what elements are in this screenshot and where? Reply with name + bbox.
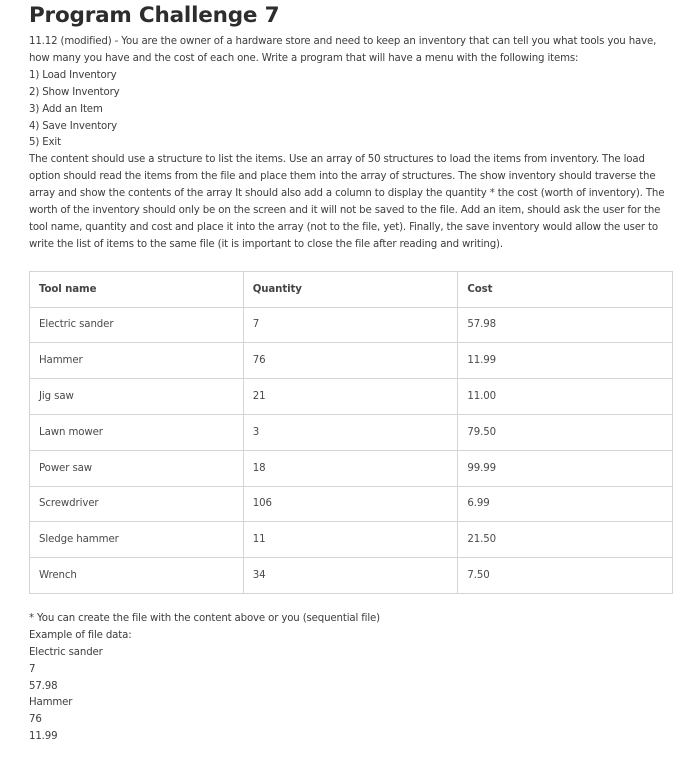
cell-quantity: 11 <box>243 522 458 558</box>
footer-example-line: 11.99 <box>29 731 58 743</box>
table-row <box>30 450 673 486</box>
cell-tool-name: Electric sander <box>30 307 244 343</box>
cell-tool-name: Lawn mower <box>30 414 244 450</box>
table-header-row <box>30 271 673 307</box>
description-paragraph: The content should use a structure to list the items. Use an array of 50 structures to load the items from inventory. The load option should read the items from the file and place them into the array of structures. The show inventory should traverse the array and show the contents of the array It should also add a column to display the quantity * the cost (worth of inventory). The worth of the inventory should only be on the screen and it will not be saved to the file. Add an item, should ask the user for the tool name, quantity and cost and place it into the array (not to the file, yet). Finally, the save inventory would allow the user to write the list of items to the same file (it is important to close the file after reading and writing). <box>29 154 665 250</box>
cell-quantity: 106 <box>243 486 458 522</box>
cell-tool-name: Jig saw <box>30 379 244 415</box>
cell-quantity: 76 <box>243 343 458 379</box>
menu-item: 5) Exit <box>29 137 61 149</box>
menu-item: 3) Add an Item <box>29 103 103 115</box>
header-quantity: Quantity <box>243 271 458 307</box>
cell-tool-name: Wrench <box>30 558 244 594</box>
cell-quantity: 7 <box>243 307 458 343</box>
table-row <box>30 558 673 594</box>
inventory-table <box>29 271 673 594</box>
footer-example-line: Electric sander <box>29 646 103 658</box>
cell-cost: 57.98 <box>458 307 673 343</box>
footer-example-line: 76 <box>29 714 42 726</box>
intro-paragraph: 11.12 (modified) - You are the owner of a hardware store and need to keep an inventory that can tell you what tools you have, how many you have and the cost of each one. Write a program that will have a menu with the following items: <box>29 36 657 64</box>
cell-cost: 7.50 <box>458 558 673 594</box>
footer-example-heading: Example of file data: <box>29 629 132 641</box>
table-row <box>30 414 673 450</box>
cell-cost: 99.99 <box>458 450 673 486</box>
table-row <box>30 486 673 522</box>
cell-tool-name: Hammer <box>30 343 244 379</box>
menu-item: 2) Show Inventory <box>29 86 120 98</box>
cell-cost: 21.50 <box>458 522 673 558</box>
cell-cost: 11.00 <box>458 379 673 415</box>
page-title: Program Challenge 7 <box>29 3 280 28</box>
table-row <box>30 379 673 415</box>
cell-tool-name: Screwdriver <box>30 486 244 522</box>
cell-cost: 11.99 <box>458 343 673 379</box>
cell-quantity: 18 <box>243 450 458 486</box>
table-row <box>30 522 673 558</box>
cell-tool-name: Power saw <box>30 450 244 486</box>
footer-example-line: 7 <box>29 663 36 675</box>
table-row <box>30 343 673 379</box>
cell-quantity: 34 <box>243 558 458 594</box>
footer-example-line: 57.98 <box>29 680 58 692</box>
cell-tool-name: Sledge hammer <box>30 522 244 558</box>
cell-quantity: 3 <box>243 414 458 450</box>
menu-list <box>29 68 671 153</box>
menu-item: 4) Save Inventory <box>29 120 118 132</box>
menu-item: 1) Load Inventory <box>29 69 117 81</box>
header-tool-name: Tool name <box>30 271 244 307</box>
footer-note: * You can create the file with the content above or you (sequential file) <box>29 612 380 624</box>
cell-quantity: 21 <box>243 379 458 415</box>
footer-example-line: Hammer <box>29 697 73 709</box>
header-cost: Cost <box>458 271 673 307</box>
cell-cost: 6.99 <box>458 486 673 522</box>
assignment-text <box>29 34 671 254</box>
table-row <box>30 307 673 343</box>
cell-cost: 79.50 <box>458 414 673 450</box>
file-example-section <box>29 611 678 746</box>
